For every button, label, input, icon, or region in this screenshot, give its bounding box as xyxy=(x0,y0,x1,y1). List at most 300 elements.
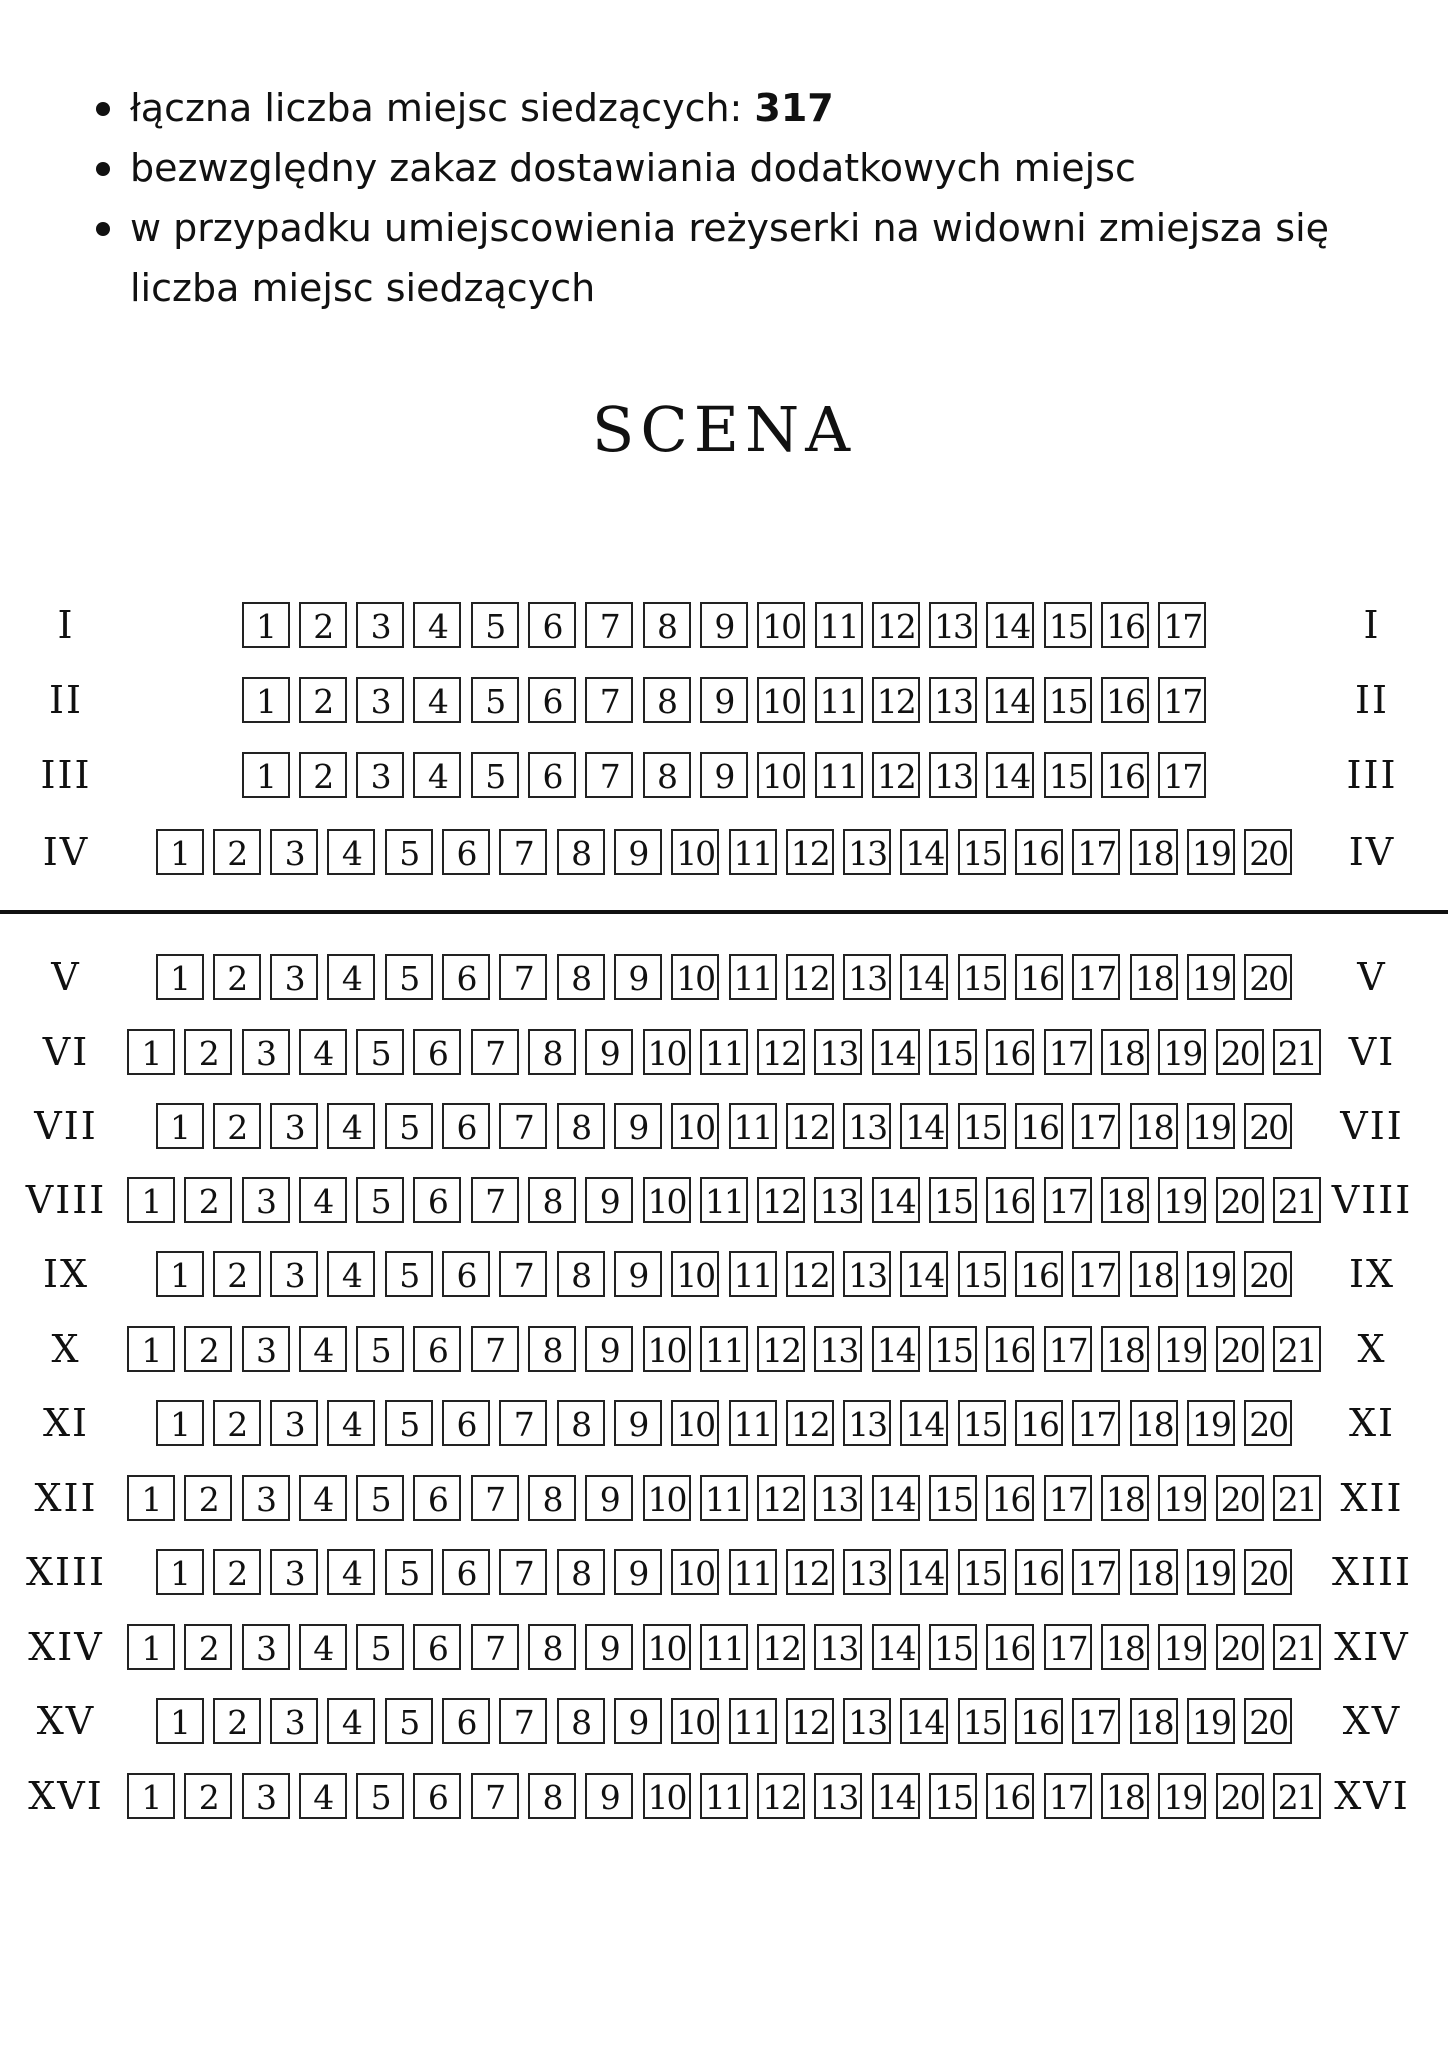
seat[interactable]: 2 xyxy=(299,752,347,798)
seat[interactable]: 11 xyxy=(729,1251,777,1297)
seat[interactable]: 13 xyxy=(929,602,977,648)
seat[interactable]: 19 xyxy=(1187,954,1235,1000)
seat[interactable]: 2 xyxy=(184,1475,232,1521)
seat[interactable]: 8 xyxy=(528,1177,576,1223)
seat[interactable]: 21 xyxy=(1273,1773,1321,1819)
seat[interactable]: 15 xyxy=(929,1029,977,1075)
seat[interactable]: 6 xyxy=(528,677,576,723)
seat[interactable]: 7 xyxy=(499,1549,547,1595)
seat[interactable]: 11 xyxy=(729,1400,777,1446)
seat[interactable]: 15 xyxy=(958,1549,1006,1595)
seat[interactable]: 17 xyxy=(1072,829,1120,875)
seat[interactable]: 9 xyxy=(585,1029,633,1075)
seat[interactable]: 17 xyxy=(1044,1773,1092,1819)
seat[interactable]: 12 xyxy=(757,1773,805,1819)
seat[interactable]: 5 xyxy=(385,1549,433,1595)
seat[interactable]: 13 xyxy=(843,1400,891,1446)
seat[interactable]: 16 xyxy=(1015,1103,1063,1149)
seat[interactable]: 6 xyxy=(442,1549,490,1595)
seat[interactable]: 15 xyxy=(958,1400,1006,1446)
seat[interactable]: 19 xyxy=(1187,1549,1235,1595)
seat[interactable]: 15 xyxy=(929,1624,977,1670)
seat[interactable]: 4 xyxy=(299,1029,347,1075)
seat[interactable]: 1 xyxy=(156,1103,204,1149)
seat[interactable]: 10 xyxy=(757,602,805,648)
seat[interactable]: 16 xyxy=(1015,1549,1063,1595)
seat[interactable]: 13 xyxy=(929,752,977,798)
seat[interactable]: 14 xyxy=(872,1029,920,1075)
seat[interactable]: 12 xyxy=(786,1400,834,1446)
seat[interactable]: 1 xyxy=(127,1029,175,1075)
seat[interactable]: 5 xyxy=(356,1773,404,1819)
seat[interactable]: 18 xyxy=(1101,1475,1149,1521)
seat[interactable]: 8 xyxy=(528,1475,576,1521)
seat[interactable]: 17 xyxy=(1072,1251,1120,1297)
seat[interactable]: 1 xyxy=(242,602,290,648)
seat[interactable]: 5 xyxy=(471,677,519,723)
seat[interactable]: 5 xyxy=(471,602,519,648)
seat[interactable]: 17 xyxy=(1044,1177,1092,1223)
seat[interactable]: 18 xyxy=(1101,1326,1149,1372)
seat[interactable]: 18 xyxy=(1130,954,1178,1000)
seat[interactable]: 7 xyxy=(499,1400,547,1446)
seat[interactable]: 2 xyxy=(213,829,261,875)
seat[interactable]: 14 xyxy=(872,1326,920,1372)
seat[interactable]: 16 xyxy=(986,1029,1034,1075)
seat[interactable]: 15 xyxy=(929,1773,977,1819)
seat[interactable]: 18 xyxy=(1130,1549,1178,1595)
seat[interactable]: 14 xyxy=(900,829,948,875)
seat[interactable]: 2 xyxy=(213,1400,261,1446)
seat[interactable]: 9 xyxy=(614,1698,662,1744)
seat[interactable]: 15 xyxy=(929,1326,977,1372)
seat[interactable]: 4 xyxy=(327,1103,375,1149)
seat[interactable]: 10 xyxy=(671,1103,719,1149)
seat[interactable]: 21 xyxy=(1273,1624,1321,1670)
seat[interactable]: 8 xyxy=(557,954,605,1000)
seat[interactable]: 15 xyxy=(958,829,1006,875)
seat[interactable]: 5 xyxy=(385,1698,433,1744)
seat[interactable]: 8 xyxy=(528,1624,576,1670)
seat[interactable]: 11 xyxy=(700,1177,748,1223)
seat[interactable]: 2 xyxy=(213,954,261,1000)
seat[interactable]: 14 xyxy=(900,1103,948,1149)
seat[interactable]: 15 xyxy=(958,1698,1006,1744)
seat[interactable]: 19 xyxy=(1158,1475,1206,1521)
seat[interactable]: 19 xyxy=(1187,829,1235,875)
seat[interactable]: 13 xyxy=(814,1029,862,1075)
seat[interactable]: 4 xyxy=(327,1400,375,1446)
seat[interactable]: 3 xyxy=(270,1103,318,1149)
seat[interactable]: 10 xyxy=(757,677,805,723)
seat[interactable]: 7 xyxy=(499,1251,547,1297)
seat[interactable]: 20 xyxy=(1216,1177,1264,1223)
seat[interactable]: 3 xyxy=(242,1029,290,1075)
seat[interactable]: 10 xyxy=(671,1698,719,1744)
seat[interactable]: 10 xyxy=(671,1251,719,1297)
seat[interactable]: 7 xyxy=(585,602,633,648)
seat[interactable]: 1 xyxy=(156,954,204,1000)
seat[interactable]: 15 xyxy=(929,1475,977,1521)
seat[interactable]: 13 xyxy=(843,1103,891,1149)
seat[interactable]: 7 xyxy=(585,677,633,723)
seat[interactable]: 18 xyxy=(1130,1400,1178,1446)
seat[interactable]: 10 xyxy=(643,1029,691,1075)
seat[interactable]: 13 xyxy=(814,1326,862,1372)
seat[interactable]: 18 xyxy=(1101,1029,1149,1075)
seat[interactable]: 7 xyxy=(471,1177,519,1223)
seat[interactable]: 9 xyxy=(614,1251,662,1297)
seat[interactable]: 15 xyxy=(958,1251,1006,1297)
seat[interactable]: 3 xyxy=(242,1475,290,1521)
seat[interactable]: 13 xyxy=(843,954,891,1000)
seat[interactable]: 16 xyxy=(1101,602,1149,648)
seat[interactable]: 9 xyxy=(585,1624,633,1670)
seat[interactable]: 8 xyxy=(643,602,691,648)
seat[interactable]: 9 xyxy=(700,677,748,723)
seat[interactable]: 9 xyxy=(700,602,748,648)
seat[interactable]: 4 xyxy=(413,677,461,723)
seat[interactable]: 2 xyxy=(299,602,347,648)
seat[interactable]: 10 xyxy=(671,1400,719,1446)
seat[interactable]: 18 xyxy=(1101,1177,1149,1223)
seat[interactable]: 2 xyxy=(184,1177,232,1223)
seat[interactable]: 8 xyxy=(557,829,605,875)
seat[interactable]: 6 xyxy=(413,1177,461,1223)
seat[interactable]: 11 xyxy=(729,1698,777,1744)
seat[interactable]: 1 xyxy=(156,829,204,875)
seat[interactable]: 21 xyxy=(1273,1029,1321,1075)
seat[interactable]: 15 xyxy=(1044,602,1092,648)
seat[interactable]: 11 xyxy=(700,1326,748,1372)
seat[interactable]: 1 xyxy=(127,1773,175,1819)
seat[interactable]: 1 xyxy=(156,1698,204,1744)
seat[interactable]: 2 xyxy=(299,677,347,723)
seat[interactable]: 12 xyxy=(786,1549,834,1595)
seat[interactable]: 5 xyxy=(356,1177,404,1223)
seat[interactable]: 14 xyxy=(872,1177,920,1223)
seat[interactable]: 3 xyxy=(270,1698,318,1744)
seat[interactable]: 11 xyxy=(700,1773,748,1819)
seat[interactable]: 2 xyxy=(184,1029,232,1075)
seat[interactable]: 8 xyxy=(557,1103,605,1149)
seat[interactable]: 11 xyxy=(700,1029,748,1075)
seat[interactable]: 12 xyxy=(872,752,920,798)
seat[interactable]: 13 xyxy=(843,1549,891,1595)
seat[interactable]: 6 xyxy=(413,1624,461,1670)
seat[interactable]: 3 xyxy=(242,1624,290,1670)
seat[interactable]: 6 xyxy=(528,752,576,798)
seat[interactable]: 8 xyxy=(557,1400,605,1446)
seat[interactable]: 9 xyxy=(585,1177,633,1223)
seat[interactable]: 3 xyxy=(270,954,318,1000)
seat[interactable]: 18 xyxy=(1101,1773,1149,1819)
seat[interactable]: 1 xyxy=(242,752,290,798)
seat[interactable]: 8 xyxy=(643,677,691,723)
seat[interactable]: 17 xyxy=(1072,1549,1120,1595)
seat[interactable]: 10 xyxy=(643,1624,691,1670)
seat[interactable]: 12 xyxy=(786,829,834,875)
seat[interactable]: 1 xyxy=(156,1549,204,1595)
seat[interactable]: 20 xyxy=(1244,829,1292,875)
seat[interactable]: 11 xyxy=(729,954,777,1000)
seat[interactable]: 15 xyxy=(958,1103,1006,1149)
seat[interactable]: 6 xyxy=(442,954,490,1000)
seat[interactable]: 5 xyxy=(385,1251,433,1297)
seat[interactable]: 6 xyxy=(442,1251,490,1297)
seat[interactable]: 2 xyxy=(184,1773,232,1819)
seat[interactable]: 13 xyxy=(814,1773,862,1819)
seat[interactable]: 3 xyxy=(356,752,404,798)
seat[interactable]: 9 xyxy=(585,1326,633,1372)
seat[interactable]: 11 xyxy=(729,1103,777,1149)
seat[interactable]: 3 xyxy=(356,602,404,648)
seat[interactable]: 4 xyxy=(299,1475,347,1521)
seat[interactable]: 16 xyxy=(986,1177,1034,1223)
seat[interactable]: 5 xyxy=(356,1326,404,1372)
seat[interactable]: 12 xyxy=(786,1251,834,1297)
seat[interactable]: 9 xyxy=(585,1773,633,1819)
seat[interactable]: 13 xyxy=(814,1177,862,1223)
seat[interactable]: 7 xyxy=(471,1475,519,1521)
seat[interactable]: 6 xyxy=(528,602,576,648)
seat[interactable]: 10 xyxy=(671,954,719,1000)
seat[interactable]: 20 xyxy=(1216,1624,1264,1670)
seat[interactable]: 18 xyxy=(1130,1251,1178,1297)
seat[interactable]: 1 xyxy=(127,1177,175,1223)
seat[interactable]: 12 xyxy=(786,954,834,1000)
seat[interactable]: 17 xyxy=(1072,954,1120,1000)
seat[interactable]: 8 xyxy=(528,1326,576,1372)
seat[interactable]: 9 xyxy=(614,829,662,875)
seat[interactable]: 11 xyxy=(815,602,863,648)
seat[interactable]: 7 xyxy=(471,1773,519,1819)
seat[interactable]: 20 xyxy=(1244,1400,1292,1446)
seat[interactable]: 17 xyxy=(1072,1103,1120,1149)
seat[interactable]: 15 xyxy=(958,954,1006,1000)
seat[interactable]: 5 xyxy=(385,954,433,1000)
seat[interactable]: 4 xyxy=(327,1549,375,1595)
seat[interactable]: 3 xyxy=(270,1400,318,1446)
seat[interactable]: 12 xyxy=(757,1326,805,1372)
seat[interactable]: 17 xyxy=(1044,1326,1092,1372)
seat[interactable]: 16 xyxy=(986,1326,1034,1372)
seat[interactable]: 7 xyxy=(499,1103,547,1149)
seat[interactable]: 7 xyxy=(499,1698,547,1744)
seat[interactable]: 4 xyxy=(327,1251,375,1297)
seat[interactable]: 7 xyxy=(499,954,547,1000)
seat[interactable]: 10 xyxy=(671,829,719,875)
seat[interactable]: 15 xyxy=(929,1177,977,1223)
seat[interactable]: 18 xyxy=(1101,1624,1149,1670)
seat[interactable]: 9 xyxy=(614,1103,662,1149)
seat[interactable]: 17 xyxy=(1158,677,1206,723)
seat[interactable]: 2 xyxy=(213,1549,261,1595)
seat[interactable]: 2 xyxy=(213,1251,261,1297)
seat[interactable]: 9 xyxy=(700,752,748,798)
seat[interactable]: 8 xyxy=(528,1029,576,1075)
seat[interactable]: 4 xyxy=(299,1624,347,1670)
seat[interactable]: 19 xyxy=(1158,1029,1206,1075)
seat[interactable]: 16 xyxy=(1015,829,1063,875)
seat[interactable]: 12 xyxy=(786,1698,834,1744)
seat[interactable]: 5 xyxy=(356,1624,404,1670)
seat[interactable]: 7 xyxy=(471,1326,519,1372)
seat[interactable]: 9 xyxy=(614,1549,662,1595)
seat[interactable]: 20 xyxy=(1244,1698,1292,1744)
seat[interactable]: 8 xyxy=(528,1773,576,1819)
seat[interactable]: 13 xyxy=(814,1475,862,1521)
seat[interactable]: 6 xyxy=(442,1698,490,1744)
seat[interactable]: 4 xyxy=(299,1326,347,1372)
seat[interactable]: 18 xyxy=(1130,1103,1178,1149)
seat[interactable]: 3 xyxy=(242,1177,290,1223)
seat[interactable]: 11 xyxy=(729,829,777,875)
seat[interactable]: 16 xyxy=(1015,1251,1063,1297)
seat[interactable]: 7 xyxy=(471,1029,519,1075)
seat[interactable]: 17 xyxy=(1072,1698,1120,1744)
seat[interactable]: 16 xyxy=(1101,752,1149,798)
seat[interactable]: 16 xyxy=(1015,1400,1063,1446)
seat[interactable]: 1 xyxy=(242,677,290,723)
seat[interactable]: 20 xyxy=(1244,1103,1292,1149)
seat[interactable]: 3 xyxy=(270,1549,318,1595)
seat[interactable]: 7 xyxy=(471,1624,519,1670)
seat[interactable]: 21 xyxy=(1273,1326,1321,1372)
seat[interactable]: 20 xyxy=(1216,1475,1264,1521)
seat[interactable]: 4 xyxy=(327,954,375,1000)
seat[interactable]: 15 xyxy=(1044,752,1092,798)
seat[interactable]: 18 xyxy=(1130,1698,1178,1744)
seat[interactable]: 15 xyxy=(1044,677,1092,723)
seat[interactable]: 10 xyxy=(643,1326,691,1372)
seat[interactable]: 17 xyxy=(1158,752,1206,798)
seat[interactable]: 1 xyxy=(127,1475,175,1521)
seat[interactable]: 19 xyxy=(1158,1773,1206,1819)
seat[interactable]: 4 xyxy=(413,752,461,798)
seat[interactable]: 11 xyxy=(700,1624,748,1670)
seat[interactable]: 13 xyxy=(814,1624,862,1670)
seat[interactable]: 11 xyxy=(700,1475,748,1521)
seat[interactable]: 14 xyxy=(900,954,948,1000)
seat[interactable]: 13 xyxy=(843,1251,891,1297)
seat[interactable]: 13 xyxy=(843,1698,891,1744)
seat[interactable]: 20 xyxy=(1216,1326,1264,1372)
seat[interactable]: 11 xyxy=(815,677,863,723)
seat[interactable]: 13 xyxy=(843,829,891,875)
seat[interactable]: 6 xyxy=(413,1475,461,1521)
seat[interactable]: 19 xyxy=(1158,1624,1206,1670)
seat[interactable]: 18 xyxy=(1130,829,1178,875)
seat[interactable]: 21 xyxy=(1273,1475,1321,1521)
seat[interactable]: 6 xyxy=(413,1029,461,1075)
seat[interactable]: 12 xyxy=(757,1624,805,1670)
seat[interactable]: 19 xyxy=(1187,1103,1235,1149)
seat[interactable]: 5 xyxy=(471,752,519,798)
seat[interactable]: 20 xyxy=(1244,1549,1292,1595)
seat[interactable]: 8 xyxy=(557,1549,605,1595)
seat[interactable]: 1 xyxy=(156,1400,204,1446)
seat[interactable]: 12 xyxy=(757,1029,805,1075)
seat[interactable]: 14 xyxy=(900,1251,948,1297)
seat[interactable]: 3 xyxy=(270,829,318,875)
seat[interactable]: 17 xyxy=(1158,602,1206,648)
seat[interactable]: 9 xyxy=(614,1400,662,1446)
seat[interactable]: 14 xyxy=(872,1624,920,1670)
seat[interactable]: 5 xyxy=(385,1400,433,1446)
seat[interactable]: 14 xyxy=(900,1549,948,1595)
seat[interactable]: 20 xyxy=(1216,1029,1264,1075)
seat[interactable]: 11 xyxy=(729,1549,777,1595)
seat[interactable]: 6 xyxy=(442,1400,490,1446)
seat[interactable]: 6 xyxy=(442,1103,490,1149)
seat[interactable]: 20 xyxy=(1244,954,1292,1000)
seat[interactable]: 16 xyxy=(986,1624,1034,1670)
seat[interactable]: 3 xyxy=(356,677,404,723)
seat[interactable]: 3 xyxy=(270,1251,318,1297)
seat[interactable]: 7 xyxy=(585,752,633,798)
seat[interactable]: 14 xyxy=(900,1698,948,1744)
seat[interactable]: 5 xyxy=(356,1029,404,1075)
seat[interactable]: 4 xyxy=(413,602,461,648)
seat[interactable]: 11 xyxy=(815,752,863,798)
seat[interactable]: 17 xyxy=(1044,1475,1092,1521)
seat[interactable]: 20 xyxy=(1216,1773,1264,1819)
seat[interactable]: 2 xyxy=(213,1103,261,1149)
seat[interactable]: 19 xyxy=(1187,1698,1235,1744)
seat[interactable]: 19 xyxy=(1187,1400,1235,1446)
seat[interactable]: 21 xyxy=(1273,1177,1321,1223)
seat[interactable]: 4 xyxy=(327,829,375,875)
seat[interactable]: 10 xyxy=(643,1773,691,1819)
seat[interactable]: 1 xyxy=(127,1624,175,1670)
seat[interactable]: 17 xyxy=(1044,1029,1092,1075)
seat[interactable]: 4 xyxy=(299,1177,347,1223)
seat[interactable]: 9 xyxy=(585,1475,633,1521)
seat[interactable]: 9 xyxy=(614,954,662,1000)
seat[interactable]: 8 xyxy=(557,1698,605,1744)
seat[interactable]: 16 xyxy=(1101,677,1149,723)
seat[interactable]: 5 xyxy=(356,1475,404,1521)
seat[interactable]: 16 xyxy=(986,1475,1034,1521)
seat[interactable]: 14 xyxy=(986,752,1034,798)
seat[interactable]: 4 xyxy=(327,1698,375,1744)
seat[interactable]: 5 xyxy=(385,829,433,875)
seat[interactable]: 3 xyxy=(242,1773,290,1819)
seat[interactable]: 19 xyxy=(1187,1251,1235,1297)
seat[interactable]: 6 xyxy=(442,829,490,875)
seat[interactable]: 2 xyxy=(184,1624,232,1670)
seat[interactable]: 16 xyxy=(1015,1698,1063,1744)
seat[interactable]: 8 xyxy=(557,1251,605,1297)
seat[interactable]: 2 xyxy=(184,1326,232,1372)
seat[interactable]: 17 xyxy=(1072,1400,1120,1446)
seat[interactable]: 12 xyxy=(872,602,920,648)
seat[interactable]: 14 xyxy=(872,1475,920,1521)
seat[interactable]: 12 xyxy=(872,677,920,723)
seat[interactable]: 12 xyxy=(786,1103,834,1149)
seat[interactable]: 14 xyxy=(986,677,1034,723)
seat[interactable]: 10 xyxy=(671,1549,719,1595)
seat[interactable]: 16 xyxy=(986,1773,1034,1819)
seat[interactable]: 16 xyxy=(1015,954,1063,1000)
seat[interactable]: 19 xyxy=(1158,1326,1206,1372)
seat[interactable]: 13 xyxy=(929,677,977,723)
seat[interactable]: 8 xyxy=(643,752,691,798)
seat[interactable]: 7 xyxy=(499,829,547,875)
seat[interactable]: 6 xyxy=(413,1773,461,1819)
seat[interactable]: 2 xyxy=(213,1698,261,1744)
